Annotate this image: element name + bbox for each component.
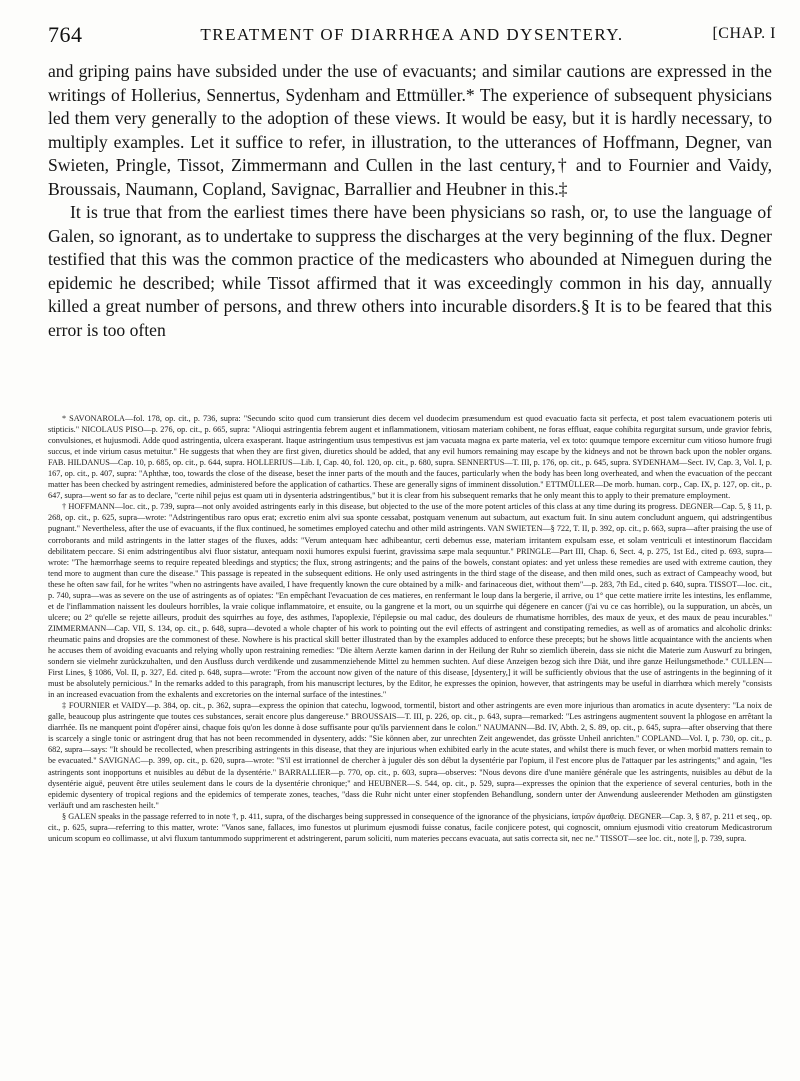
footnote-1: * SAVONAROLA—fol. 178, op. cit., p. 736, supra: "Secundo scito quod cum transierunt dies decem vel duodecim præsumendum est quod evacuatio facta sit perfecta, et post talem evacuationem poteris uti stipticis." NICOLAUS PISO—p. 276, op. cit., p. 665, supra: "Alioqui astringentia febrem augent et inflammationem, vitiosam materiam cohibent, ne foras effluat, eaque cohibita regurgitat sursum, unde gravior febris, convulsiones, et hujusmodi. Adde quod astringentia, ulcera exasperant. Itaque astringentium usus tempestivus est jam vacuata magna ex parte materia, vel ex toto: quumque tempore excernitur cum vitioso humore frugi succus, et inde virium casus metuitur." He suggests that when they are first given, diuretics should be added, that any evil humors remaining may escape by the kidneys and not be thrown back upon the nobler organs. FAB. HILDANUS—Cap. 10, p. 685, op. cit., p. 644, supra. HOLLERIUS—Lib. I, Cap. 40, fol. 120, op. cit., p. 680, supra. SENNERTUS—T. III, p. 176, op. cit., p. 645, supra. SYDENHAM—Sect. IV, Cap. 3, Vol. I, p. 167, op. cit., p. 407, supra: "Aphthæ, too, towards the close of the disease, beset the inner parts of the mouth and the fauces, particularly when the body has been long overheated, and when the evacuation of the peccant matter has been checked by astringent remedies, administered before the application of cathartics. These are generally signs of imminent dissolution." ETTMÜLLER—De morb. human. corp., Cap. IX, p. 127, op. cit., p. 647, supra—went so far as to declare, "certe nihil pejus est quam uti in dysenteria adstringentibus," but it is clear from his subsequent remarks that he only meant this to apply to their premature employment. bbox=[48, 414, 772, 501]
footnote-2: † HOFFMANN—loc. cit., p. 739, supra—not only avoided astringents early in this disease, but objected to the use of the more potent articles of this class at any time during its progress. DEGNER—Cap. 5, § 11, p. 268, op. cit., p. 625, supra—wrote: "Adstringentibus raro opus erat; excretio enim alvi sua sponte cessabat, postquam venenum aut subactum, aut exactum fuit. In sinu autem concludunt anguem, qui adstringentibus pugnant." Nevertheless, after the use of evacuants, if the flux continued, he sometimes employed catechu and other mild astringents. VAN SWIETEN—§ 722, T. II, p. 392, op. cit., p. 663, supra—after praising the use of corroborants and mild astringents in the latter stages of the fluxes, adds: "Verum antequam hæc adhibeantur, certi debemus esse, materiam irritantem expulsam esse, et solam ventriculi et intestinorum flaccidam debilitatem peccare. Si enim adstringentibus alvi fluor sistatur, antequam noxii humores expulsi fuerint, gravissima sæpe mala sequuntur." PRINGLE—Part III, Chap. 6, Sect. 4, p. 275, 1st Ed., cited p. 693, supra—wrote: "The hæmorrhage seems to require repeated bleedings and styptics; the flux, strong astringents; and the pains of the bowels, constant opiates: and yet unless these remedies are used with extreme caution, they tend more to augment than cure the disease." This passage is repeated in the subsequent editions. He only used astringents in the third stage of the disease, and then mild ones, such as extract of Campeachy wood, but these he often saw fail, for he writes "when no astringents have availed, I have frequently known the cure obtained by a milk- and farinaceous diet, without them"—p. 283, 7th Ed., cited p. 640, supra. TISSOT—loc. cit., p. 740, supra—was as severe on the use of astringents as of opiates: "En empêchant l'evacuation de ces matieres, en renfermant le loup dans la bergerie, il arrive, ou 1° que cette matiere irrite les intestins, les enflamme, et de l'inflammation naissent les douleurs horribles, la vraie colique inflammatoire, et ensuite, ou la gangrene et la mort, ou un squirrhe qui dégenere en cancer (j'ai vu ce cas horrible), ou la suppuration, un abcès, un ulcere; ou 2° qu'elle se rejette ailleurs, produit des squirrhes au foye, des asthmes, l'apoplexie, l'épilepsie ou mal caduc, des douleurs de rhumatisme horribles, des maux de yeux, et des maux de peau incurables." ZIMMERMANN—Cap. VII, S. 134, op. cit., p. 648, supra—devoted a whole chapter of his work to pointing out the evil effects of astringent and constipating remedies, as well as of aromatics and alcoholic drinks: rheumatic pains and dropsies are the commonest of these. Nowhere is his practical skill better illustrated than by the examples adduced to enforce these precepts; but he shows little acquaintance with the ancients when he accuses them of avoiding evacuants and relying wholly upon restraining remedies: "Die ältern Aerzte kamen darinn in der Heilung der Ruhr so ziemlich überein, dass sie nicht die Materie zum Auswurf zu bringen, sondern sie vielmehr zurückzuhalten, und den Ausfluss durch verdikende und zusammenziehende Mittel zu hemmen suchten. Auf diese Anzeigen bezog sich ihre Diät, und ihre ganze Heilungsmethode." CULLEN—First Lines, § 1086, Vol. II, p. 327, Ed. cited p. 648, supra—wrote: "From the account now given of the nature of this disease, [dysentery,] it will be sufficiently obvious that the use of astringents in the beginning of it must be absolutely pernicious." In the remarks added to this paragraph, from his manuscript lectures, by the Editor, he expresses the opinion, however, that astringents may be useful in diarrhœa which merely "consists in an increased evacuation from the exhalents and excretories on the internal surface of the intestines." bbox=[48, 502, 772, 700]
page-number: 764 bbox=[48, 22, 83, 47]
footnote-3: ‡ FOURNIER et VAIDY—p. 384, op. cit., p. 362, supra—express the opinion that catechu, logwood, tormentil, bistort and other astringents are even more injurious than aromatics in acute dysentery: "La noix de galle, beaucoup plus astringente que toutes ces substances, serait encore plus dangereuse." BROUSSAIS—T. III, p. 226, op. cit., p. 643, supra—remarked: "Les astringens augmentent souvent la phlogose en arrêtant la diarrhée. Ils ne manquent point d'opérer ainsi, chaque fois qu'on les donne à dose suffisante pour qu'ils parviennent dans le colon." NAUMANN—Bd. IV, Abth. 2, S. 89, op. cit., p. 645, supra—after observing that there is scarcely a single tonic or astringent drug that has not been recommended in dysentery, adds: "Sie können aber, zur unrechten Zeit angewendet, das grösste Unheil anrichten." COPLAND—Vol. I, p. 730, op. cit., p. 682, supra—says: "It should be recollected, when prescribing astringents in this disease, that they are injurious when exhibited early in the acute states, and whilst there is much fever, or when morbid matters remain to be evacuated." SAVIGNAC—p. 399, op. cit., p. 620, supra—wrote: "S'il est irrationnel de chercher à juguler dès son début la dysentérie par l'opium, il l'est encore plus de l'attaquer par les astringents;" and again, "les astringents sont inopportuns et nuisibles au début de la dysentérie." BARRALLIER—p. 770, op. cit., p. 603, supra—observes: "Nous devons dire d'une manière générale que les astringents, nuisibles au début de la dysentérie aiguë, peuvent être utiles seulement dans le cours de la dysentérie chronique;" and HEUBNER—S. 544, op. cit., p. 529, supra—expresses the opinion that the experience of several centuries, both in the epidemic dysentery of tropical regions and the epidemics of temperate zones, teaches, "dass die Ruhr nicht unter einer stopfenden Behandlung, sondern unter der Anwendung ausleerender Methoden am günstigsten verläuft und am raschesten heilt." bbox=[48, 701, 772, 810]
footnote-4: § GALEN speaks in the passage referred to in note †, p. 411, supra, of the discharges being suppressed in consequence of the ignorance of the physicians, ἰατρῶν ἀμαθείᾳ. DEGNER—Cap. 3, § 87, p. 211 et seq., op. cit., p. 625, supra—referring to this matter, wrote: "Vanos sane, fallaces, imo funestos ut plurimum ejusmodi fuisse conatus, facile conjicere potest, qui cognoscit, omnium ejusmodi vitio creatorum Medicastrorum unicum scopum eo collimasse, ut alvi fluxum tantummodo supprimerent et adstringerent, parum soliciti, num materies peccans evacuata, aut satis correcta sit, nec ne." TISSOT—see loc. cit., note ||, p. 739, supra. bbox=[48, 811, 772, 843]
page-title: TREATMENT OF DIARRHŒA AND DYSENTERY. bbox=[200, 25, 624, 44]
chapter-label: [CHAP. I bbox=[712, 25, 776, 42]
paragraph-2: It is true that from the earliest times there have been physicians so rash, or, to use the language of Galen, so ignorant, as to undertake to suppress the discharges at the very beginning of the flux. Degner testified that this was the common practice of the medicasters who abounded at Nimeguen during the epidemic he described; while Tissot affirmed that it was exceedingly common in his day, annually killed a great number of persons, and threw others into incurable disorders.§ It is to be feared that this error is too often bbox=[48, 202, 772, 340]
paragraph-1: and griping pains have subsided under the use of evacuants; and similar cautions are expressed in the writings of Hollerius, Sennertus, Sydenham and Ettmüller.* The experience of subsequent physicians led them very generally to the adoption of these views. It would be easy, but it is hardly necessary, to multiply examples. Let it suffice to refer, in illustration, to the utterances of Hoffmann, Degner, van Swieten, Pringle, Tissot, Zimmermann and Cullen in the last century,† and to Fournier and Vaidy, Broussais, Naumann, Copland, Savignac, Barrallier and Heubner in this.‡ bbox=[48, 61, 772, 199]
running-head bbox=[48, 22, 776, 48]
main-text bbox=[48, 60, 772, 342]
footnotes bbox=[48, 413, 772, 844]
